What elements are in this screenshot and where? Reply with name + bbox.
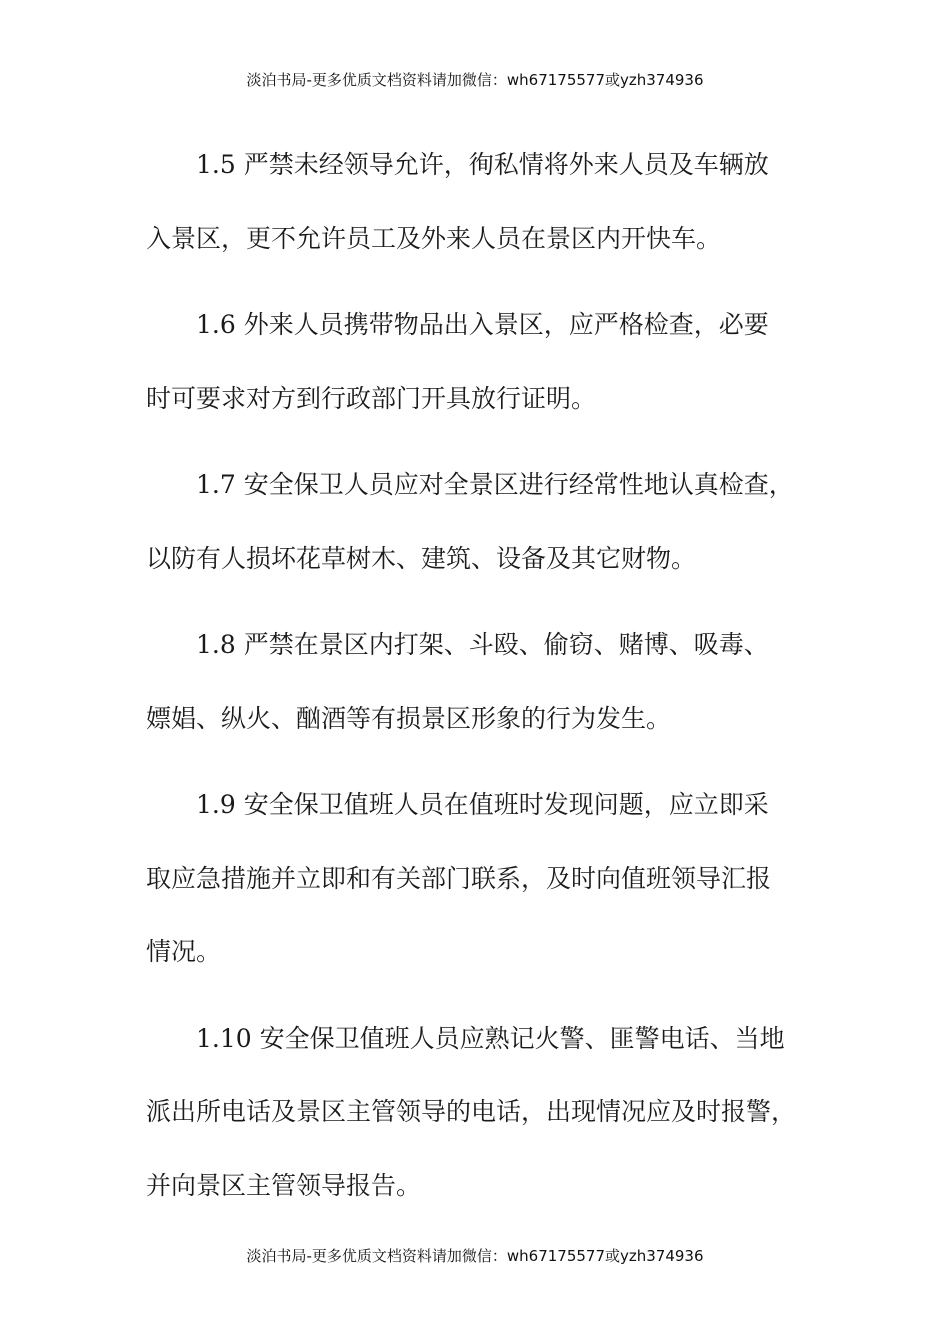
document-body	[146, 128, 811, 1222]
paragraph-line: 1.6 外来人员携带物品出入景区，应严格检查，必要	[196, 310, 769, 339]
paragraph-1-10	[146, 1002, 811, 1223]
paragraph-line: 1.9 安全保卫值班人员在值班时发现问题，应立即采	[196, 790, 769, 819]
paragraph-line: 时可要求对方到行政部门开具放行证明。	[146, 383, 597, 413]
page-footer: 淡泊书局-更多优质文档资料请加微信：wh67175577或yzh374936	[246, 1247, 704, 1265]
paragraph-1-5	[146, 128, 811, 275]
paragraph-line: 嫖娼、纵火、酗酒等有损景区形象的行为发生。	[146, 703, 672, 733]
paragraph-line: 以防有人损坏花草树木、建筑、设备及其它财物。	[146, 543, 697, 573]
paragraph-1-6	[146, 288, 811, 435]
paragraph-line: 入景区，更不允许员工及外来人员在景区内开快车。	[146, 223, 722, 253]
paragraph-line: 1.8 严禁在景区内打架、斗殴、偷窃、赌博、吸毒、	[196, 630, 769, 659]
paragraph-1-8	[146, 608, 811, 755]
paragraph-line: 1.10 安全保卫值班人员应熟记火警、匪警电话、当地	[196, 1023, 785, 1053]
page-header: 淡泊书局-更多优质文档资料请加微信：wh67175577或yzh374936	[246, 71, 704, 89]
paragraph-line: 派出所电话及景区主管领导的电话，出现情况应及时报警，	[146, 1097, 797, 1126]
paragraph-line: 1.5 严禁未经领导允许，徇私情将外来人员及车辆放	[196, 150, 769, 179]
paragraph-1-7	[146, 448, 811, 595]
paragraph-line: 情况。	[146, 937, 222, 966]
paragraph-line: 取应急措施并立即和有关部门联系，及时向值班领导汇报	[146, 863, 772, 893]
paragraph-1-9	[146, 768, 811, 989]
paragraph-line: 1.7 安全保卫人员应对全景区进行经常性地认真检查，	[196, 470, 794, 499]
paragraph-line: 并向景区主管领导报告。	[146, 1170, 422, 1200]
